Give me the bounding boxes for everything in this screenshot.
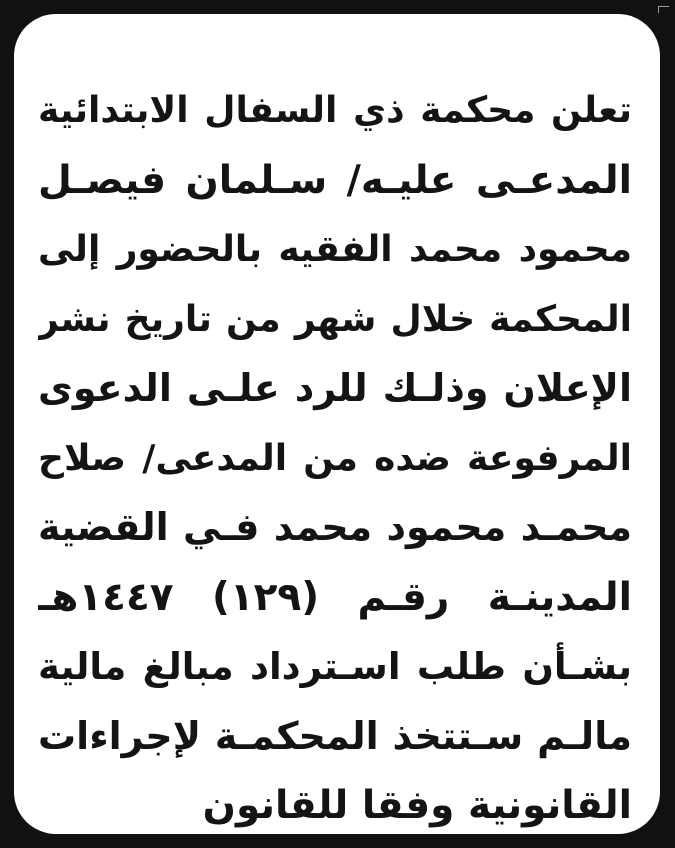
notice-line: محمود محمد الفقيه بالحضور إلى — [38, 229, 632, 270]
notice-line: المحكمة خلال شهر من تاريخ نشر — [38, 298, 632, 340]
notice-line: القانونية وفقا للقانون — [202, 783, 632, 828]
notice-line: المدينـة رقـم (١٢٩) ١٤٤٧هـ — [38, 574, 632, 620]
notice-line: المرفوعة ضده من المدعى/ صلاح — [38, 437, 632, 479]
notice-line: بشـأن طلب اسـترداد مبالغ مالية — [38, 645, 632, 688]
notice-line: تعلن محكمة ذي السفال الابتدائية — [38, 90, 632, 131]
notice-line: الإعلان وذلـك للرد علـى الدعوى — [38, 366, 632, 410]
notice-text — [38, 76, 632, 841]
notice-line: مالـم سـتتخذ المحكمـة لإجراءات — [38, 713, 632, 758]
notice-line: المدعـى عليـه/ سـلمان فيصـل — [38, 157, 632, 203]
corner-crop-mark — [658, 6, 669, 13]
notice-line: محمـد محمود محمد فـي القضية — [38, 505, 632, 549]
notice-card — [14, 14, 660, 834]
